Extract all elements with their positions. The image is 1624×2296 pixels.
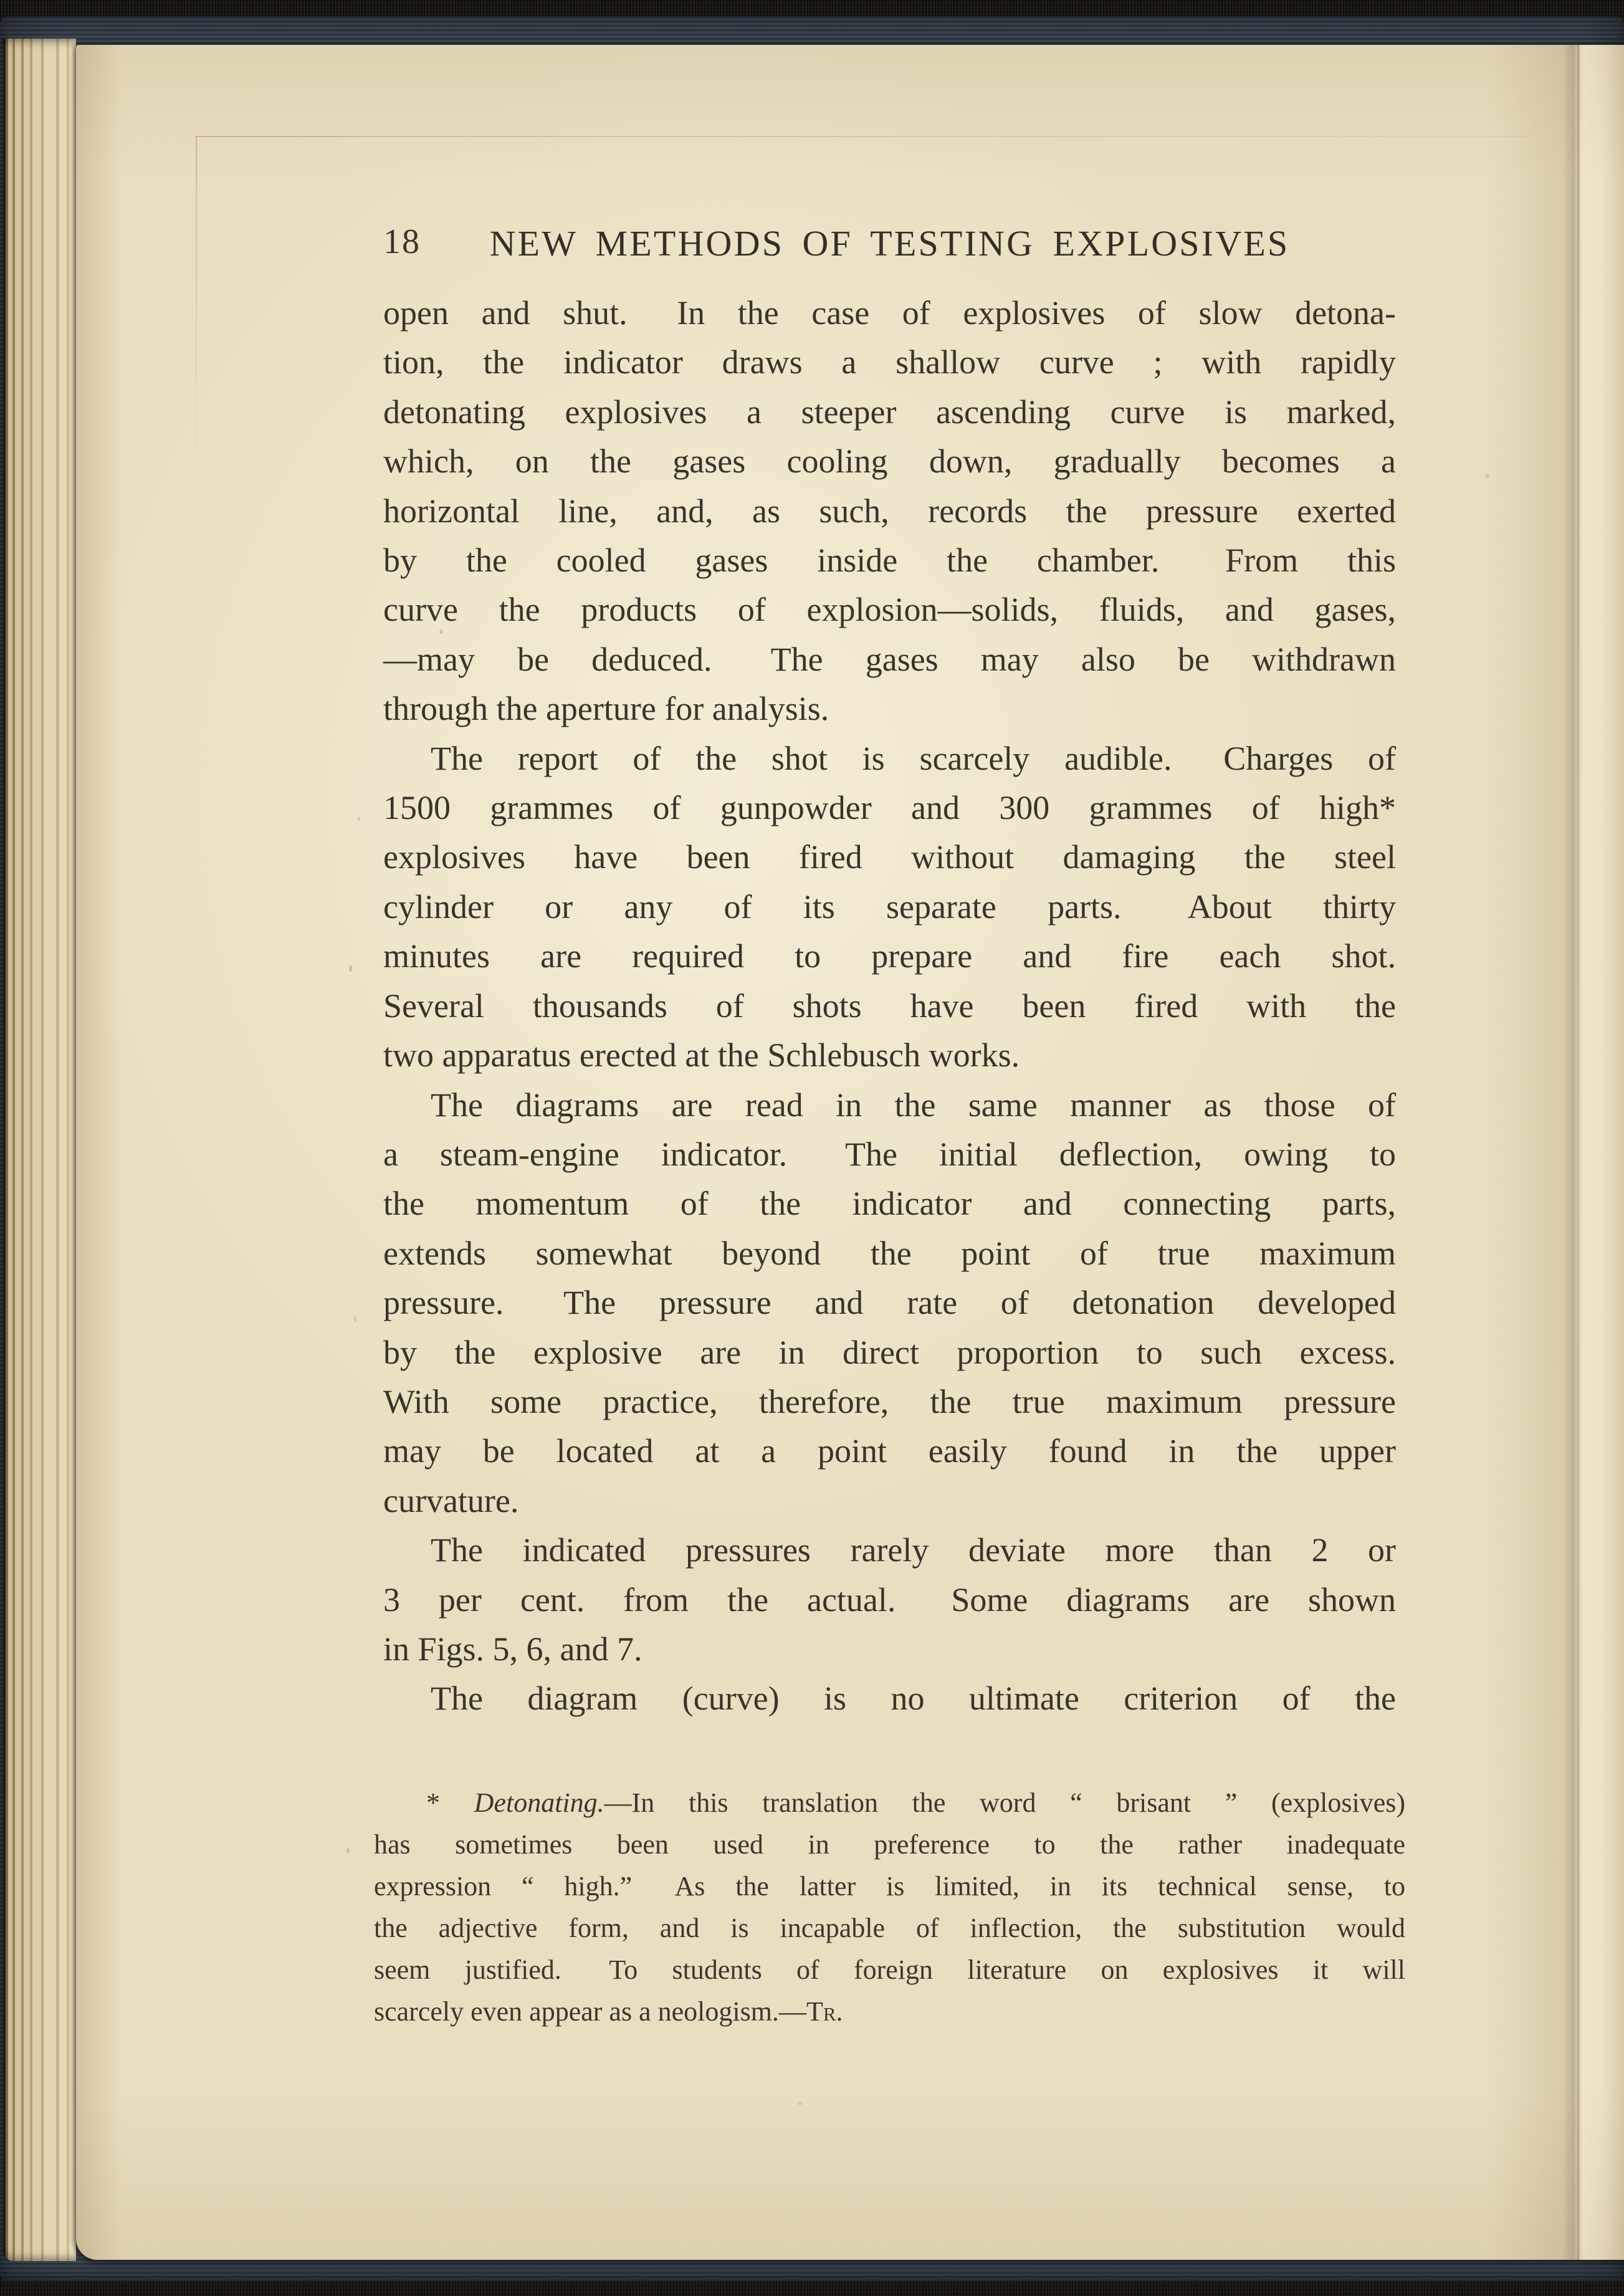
body-text — [383, 289, 1396, 1724]
body-line: open and shut. In the case of explosives of slow detona- — [383, 294, 1396, 332]
body-line: which, on the gases cooling down, gradually becomes a — [383, 442, 1396, 481]
body-line: a steam-engine indicator. The initial deflection, owing to — [383, 1135, 1396, 1173]
body-line: two apparatus erected at the Schlebusch works. — [383, 1036, 1020, 1074]
footnote — [374, 1782, 1405, 2032]
body-line: extends somewhat beyond the point of true maximum — [383, 1234, 1396, 1272]
body-line: curvature. — [383, 1481, 519, 1519]
body-line: minutes are required to prepare and fire each shot. — [383, 937, 1396, 975]
paper-speck — [798, 2102, 803, 2105]
body-line: tion, the indicator draws a shallow curve ; with rapidly — [383, 343, 1396, 381]
body-line: detonating explosives a steeper ascending curve is marked, — [383, 393, 1396, 431]
book-page — [76, 45, 1624, 2260]
running-header-title: NEW METHODS OF TESTING EXPLOSIVES — [489, 223, 1290, 264]
body-line: pressure. The pressure and rate of detonation developed — [383, 1284, 1396, 1322]
body-line: —may be deduced. The gases may also be withdrawn — [383, 640, 1396, 678]
body-line: 3 per cent. from the actual. Some diagrams are shown — [383, 1581, 1396, 1619]
body-line: 1500 grammes of gunpowder and 300 grammes of high* — [383, 789, 1396, 827]
body-line: the momentum of the indicator and connecting parts, — [383, 1185, 1396, 1223]
paper-speck — [354, 1316, 356, 1322]
body-line: curve the products of explosion—solids, fluids, and gases, — [383, 591, 1396, 629]
body-line: by the cooled gases inside the chamber. From this — [383, 542, 1396, 580]
paper-speck — [349, 965, 352, 972]
footnote-line: expression “ high.” As the latter is limited, in its technical sense, to — [374, 1871, 1405, 1901]
body-line: explosives have been fired without damaging the steel — [383, 838, 1396, 876]
body-line: The report of the shot is scarcely audible. Charges of — [431, 739, 1396, 777]
paper-speck — [1485, 474, 1489, 478]
gutter-shadow — [1487, 45, 1624, 2260]
body-line: horizontal line, and, as such, records the pressure exerted — [383, 492, 1396, 530]
body-line: The diagram (curve) is no ultimate criterion of the — [431, 1680, 1396, 1718]
paper-speck — [346, 1848, 350, 1854]
body-line: in Figs. 5, 6, and 7. — [383, 1630, 642, 1668]
body-line: Several thousands of shots have been fired with the — [383, 987, 1396, 1025]
page-number: 18 — [383, 222, 421, 261]
page-edges-stack — [2, 39, 76, 2261]
emboss-line-vertical — [196, 136, 197, 472]
body-line: With some practice, therefore, the true maximum pressure — [383, 1382, 1396, 1420]
body-line: cylinder or any of its separate parts. About thirty — [383, 887, 1396, 926]
emboss-line-horizontal — [196, 136, 1531, 137]
footnote-line: scarcely even appear as a neologism.—Tr. — [374, 1996, 843, 2027]
body-line: The diagrams are read in the same manner as those of — [431, 1086, 1396, 1124]
body-line: may be located at a point easily found in the upper — [383, 1432, 1396, 1470]
body-line: The indicated pressures rarely deviate more than 2 or — [431, 1531, 1396, 1569]
footnote-line: has sometimes been used in preference to the rather inadequate — [374, 1829, 1405, 1860]
paper-speck — [358, 816, 360, 821]
gutter-crease — [1577, 45, 1579, 2260]
body-line: by the explosive are in direct proportion to such excess. — [383, 1333, 1396, 1371]
body-line: through the aperture for analysis. — [383, 690, 829, 728]
footnote-line: seem justified. To students of foreign literature on explosives it will — [374, 1954, 1405, 1985]
footnote-line: * Detonating.—In this translation the word “ brisant ” (explosives) — [426, 1787, 1405, 1818]
footnote-line: the adjective form, and is incapable of inflection, the substitution would — [374, 1913, 1405, 1943]
